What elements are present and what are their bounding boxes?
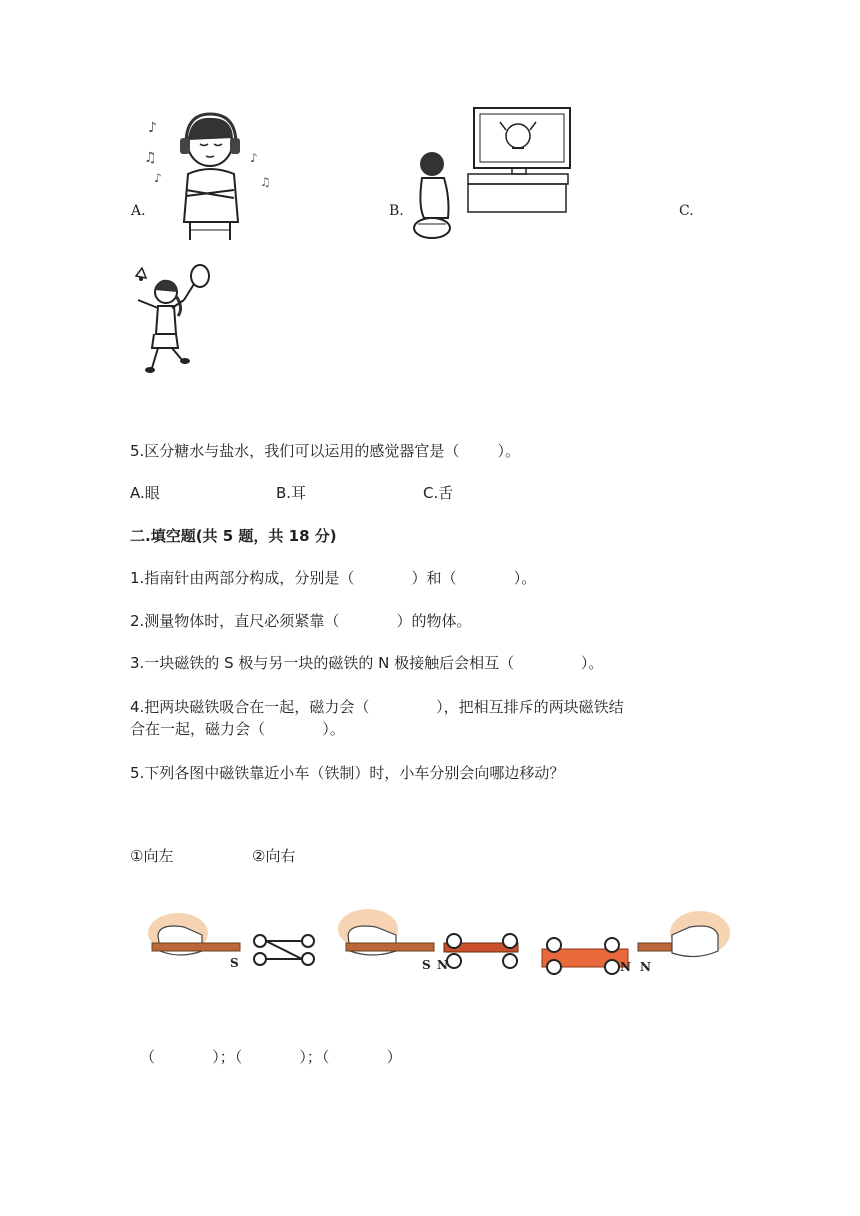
pole-2b-label: N <box>437 958 448 972</box>
choice-left-label: ①向左 <box>130 847 174 865</box>
pole-2a-label: S <box>422 958 431 972</box>
choice-right-label: ②向右 <box>252 847 296 865</box>
pole-3a-label: N <box>620 960 631 974</box>
question-5-option-b[interactable]: B.耳 <box>276 484 307 502</box>
svg-text:♫: ♫ <box>260 175 271 189</box>
svg-text:♪: ♪ <box>154 171 162 185</box>
pole-3b-label: N <box>640 960 651 974</box>
fill-question-5: 5.下列各图中磁铁靠近小车（铁制）时，小车分别会向哪边移动？ <box>130 764 565 782</box>
magnet-cart-figure <box>140 905 740 985</box>
option-b-label: B. <box>389 203 404 219</box>
fill-question-3: 3.一块磁铁的 S 极与另一块的磁铁的 N 极接触后会相互（ ）。 <box>130 654 604 672</box>
panel-1 <box>148 913 314 970</box>
option-b-image-watching-tv <box>408 106 572 242</box>
svg-text:♪: ♪ <box>250 151 258 165</box>
cart-1 <box>254 935 314 965</box>
svg-text:♪: ♪ <box>148 120 157 136</box>
option-c-label: C. <box>679 203 694 219</box>
section-2-title: 二.填空题(共 5 题，共 18 分) <box>130 527 337 545</box>
option-a-image-listening-music <box>140 104 280 244</box>
fill-question-4-line-2: 合在一起，磁力会（ ）。 <box>130 720 345 738</box>
panel-3 <box>542 911 730 974</box>
fill-question-4-line-1: 4.把两块磁铁吸合在一起，磁力会（ ），把相互排斥的两块磁铁结 <box>130 698 624 716</box>
fill-question-1: 1.指南针由两部分构成，分别是（ ）和（ ）。 <box>130 569 537 587</box>
option-c-image-playing-badminton <box>128 262 218 380</box>
answer-blanks-line: （ ）；（ ）；（ ） <box>140 1048 402 1066</box>
pole-1-label: S <box>230 956 239 970</box>
question-5-option-c[interactable]: C.舌 <box>423 484 454 502</box>
option-a-label: A. <box>131 203 146 219</box>
question-5-text: 5.区分糖水与盐水，我们可以运用的感觉器官是（ ）。 <box>130 442 520 460</box>
fill-question-2: 2.测量物体时，直尺必须紧靠（ ）的物体。 <box>130 612 472 630</box>
panel-2 <box>338 909 518 972</box>
question-5-option-a[interactable]: A.眼 <box>130 484 160 502</box>
svg-text:♫: ♫ <box>144 150 157 166</box>
